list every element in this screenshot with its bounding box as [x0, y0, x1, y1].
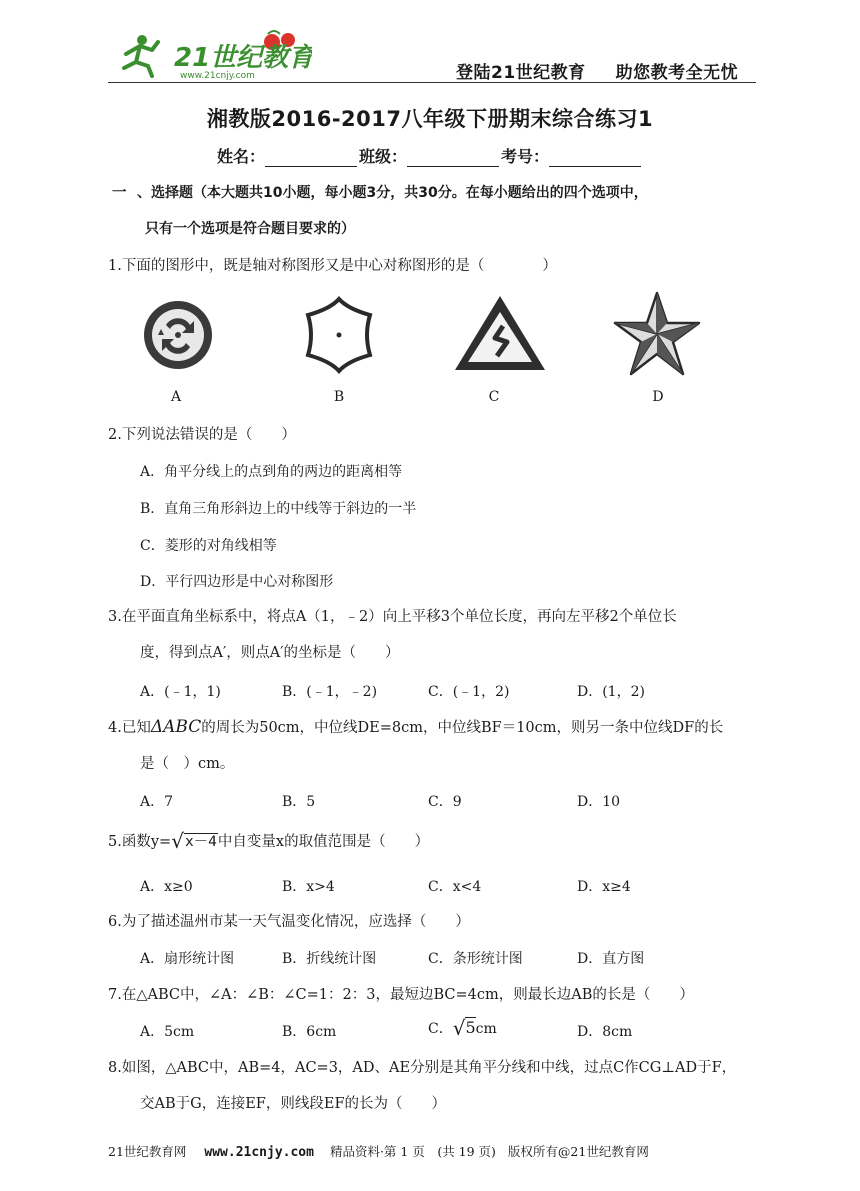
footer [108, 1142, 649, 1160]
exam-no-label: 考号： [501, 147, 550, 166]
q3-option-b: B．(﹣1，﹣2) [282, 684, 378, 700]
header-slogan [456, 58, 738, 83]
q4-triangle-abc: ΔABC [150, 717, 202, 737]
q4-line1-pre: 4.已知 [108, 720, 151, 736]
q7-option-d: D．8cm [577, 1024, 633, 1040]
q8-line1: 8.如图，△ABC中，AB=4，AC=3，AD、AE分别是其角平分线和中线，过点C作CG⊥AD于F， [108, 1060, 737, 1076]
q5-sqrt [171, 831, 218, 852]
class-blank[interactable] [407, 150, 499, 167]
q2-option-c: C．菱形的对角线相等 [140, 538, 277, 554]
q5-radicand: x－4 [184, 834, 217, 850]
q7-option-c-suffix: cm [475, 1021, 497, 1037]
section-heading-line2: 只有一个选项是符合题目要求的） [145, 221, 355, 237]
five-pointed-star-icon [612, 290, 702, 378]
q5-stem [108, 831, 429, 852]
q6-option-c: C．条形统计图 [428, 951, 523, 967]
triangle-warning-sign-icon [451, 292, 549, 376]
q4-line1 [108, 717, 723, 738]
q1-label-c: C [488, 389, 500, 405]
q7-option-b: B．6cm [282, 1024, 337, 1040]
q5-option-b: B．x>4 [282, 879, 335, 895]
q1-stem: 1.下面的图形中，既是轴对称图形又是中心对称图形的是（ ） [108, 258, 557, 274]
q7-option-a: A．5cm [140, 1024, 195, 1040]
q3-option-c: C．(﹣1，2) [428, 684, 510, 700]
footer-page-info: 精品资料·第 1 页 (共 19 页) [329, 1144, 496, 1159]
q5-option-a: A．x≥0 [140, 879, 193, 895]
q5-option-c: C．x<4 [428, 879, 482, 895]
student-info [0, 144, 860, 167]
logo-url: www.21cnjy.com [180, 71, 255, 81]
footer-copyright: 版权所有@21世纪教育网 [507, 1144, 649, 1159]
q4-option-b: B．5 [282, 794, 316, 810]
q7-stem: 7.在△ABC中，∠A：∠B：∠C=1：2：3，最短边BC=4cm，则最长边AB的长是（ ） [108, 987, 694, 1003]
footer-url[interactable]: www.21cnjy.com [204, 1145, 314, 1160]
q4-line2: 是（ ）cm。 [140, 756, 235, 772]
q6-stem: 6.为了描述温州市某一天气温变化情况，应选择（ ） [108, 914, 470, 930]
q4-line1-post: 的周长为50cm，中位线DE=8cm，中位线BF＝10cm，则另一条中位线DF的长 [201, 720, 724, 736]
name-label: 姓名： [216, 147, 265, 166]
section-number: 一 [112, 185, 127, 201]
footer-left: 21世纪教育网 [108, 1144, 187, 1159]
q2-option-d: D．平行四边形是中心对称图形 [140, 574, 334, 590]
q7-option-c [428, 1016, 497, 1040]
sqrt-symbol-icon: √ [171, 829, 184, 853]
q6-option-d: D．直方图 [577, 951, 645, 967]
q1-label-d: D [652, 389, 664, 405]
exam-no-blank[interactable] [549, 150, 641, 167]
site-logo [112, 28, 312, 82]
q8-line2: 交AB于G，连接EF，则线段EF的长为（ ） [140, 1096, 446, 1112]
q2-option-a: A．角平分线上的点到角的两边的距离相等 [140, 464, 403, 480]
q3-line1: 3.在平面直角坐标系中，将点A（1，﹣2）向上平移3个单位长度，再向左平移2个单位长 [108, 609, 677, 625]
logo-text: 21世纪教育 [174, 43, 312, 73]
q7-option-c-prefix: C． [428, 1021, 453, 1037]
q6-option-a: A．扇形统计图 [140, 951, 235, 967]
sqrt-symbol-icon: √ [452, 1016, 466, 1040]
q3-line2: 度，得到点A′，则点A′的坐标是（ ） [140, 645, 400, 661]
name-blank[interactable] [265, 150, 357, 167]
hexagon-umbrella-icon [300, 295, 378, 375]
runner-icon [124, 35, 158, 76]
header-divider [108, 82, 756, 83]
slogan-right: 助您教考全无忧 [615, 63, 739, 83]
q4-option-c: C．9 [428, 794, 462, 810]
q1-label-a: A [170, 389, 182, 405]
q5-stem-pre: 5.函数y= [108, 834, 172, 850]
q1-label-b: B [333, 389, 345, 405]
q2-stem: 2.下列说法错误的是（ ） [108, 427, 296, 443]
q7-option-c-radicand: 5 [465, 1018, 476, 1037]
q5-option-d: D．x≥4 [577, 879, 631, 895]
q5-stem-post: 中自变量x的取值范围是（ ） [217, 834, 430, 850]
slogan-left: 登陆21世纪教育 [456, 63, 586, 83]
page-title: 湘教版2016-2017八年级下册期末综合练习1 [206, 107, 654, 131]
q4-option-d: D．10 [577, 794, 621, 810]
class-label: 班级： [358, 147, 407, 166]
q3-option-a: A．(﹣1，1) [140, 684, 221, 700]
circular-arrows-sign-icon [140, 295, 216, 375]
q3-option-d: D．(1，2) [577, 684, 645, 700]
section-heading-line1: 、选择题（本大题共10小题，每小题3分，共30分。在每小题给出的四个选项中， [137, 185, 648, 201]
q4-option-a: A．7 [140, 794, 174, 810]
q6-option-b: B．折线统计图 [282, 951, 377, 967]
q2-option-b: B．直角三角形斜边上的中线等于斜边的一半 [140, 501, 417, 517]
